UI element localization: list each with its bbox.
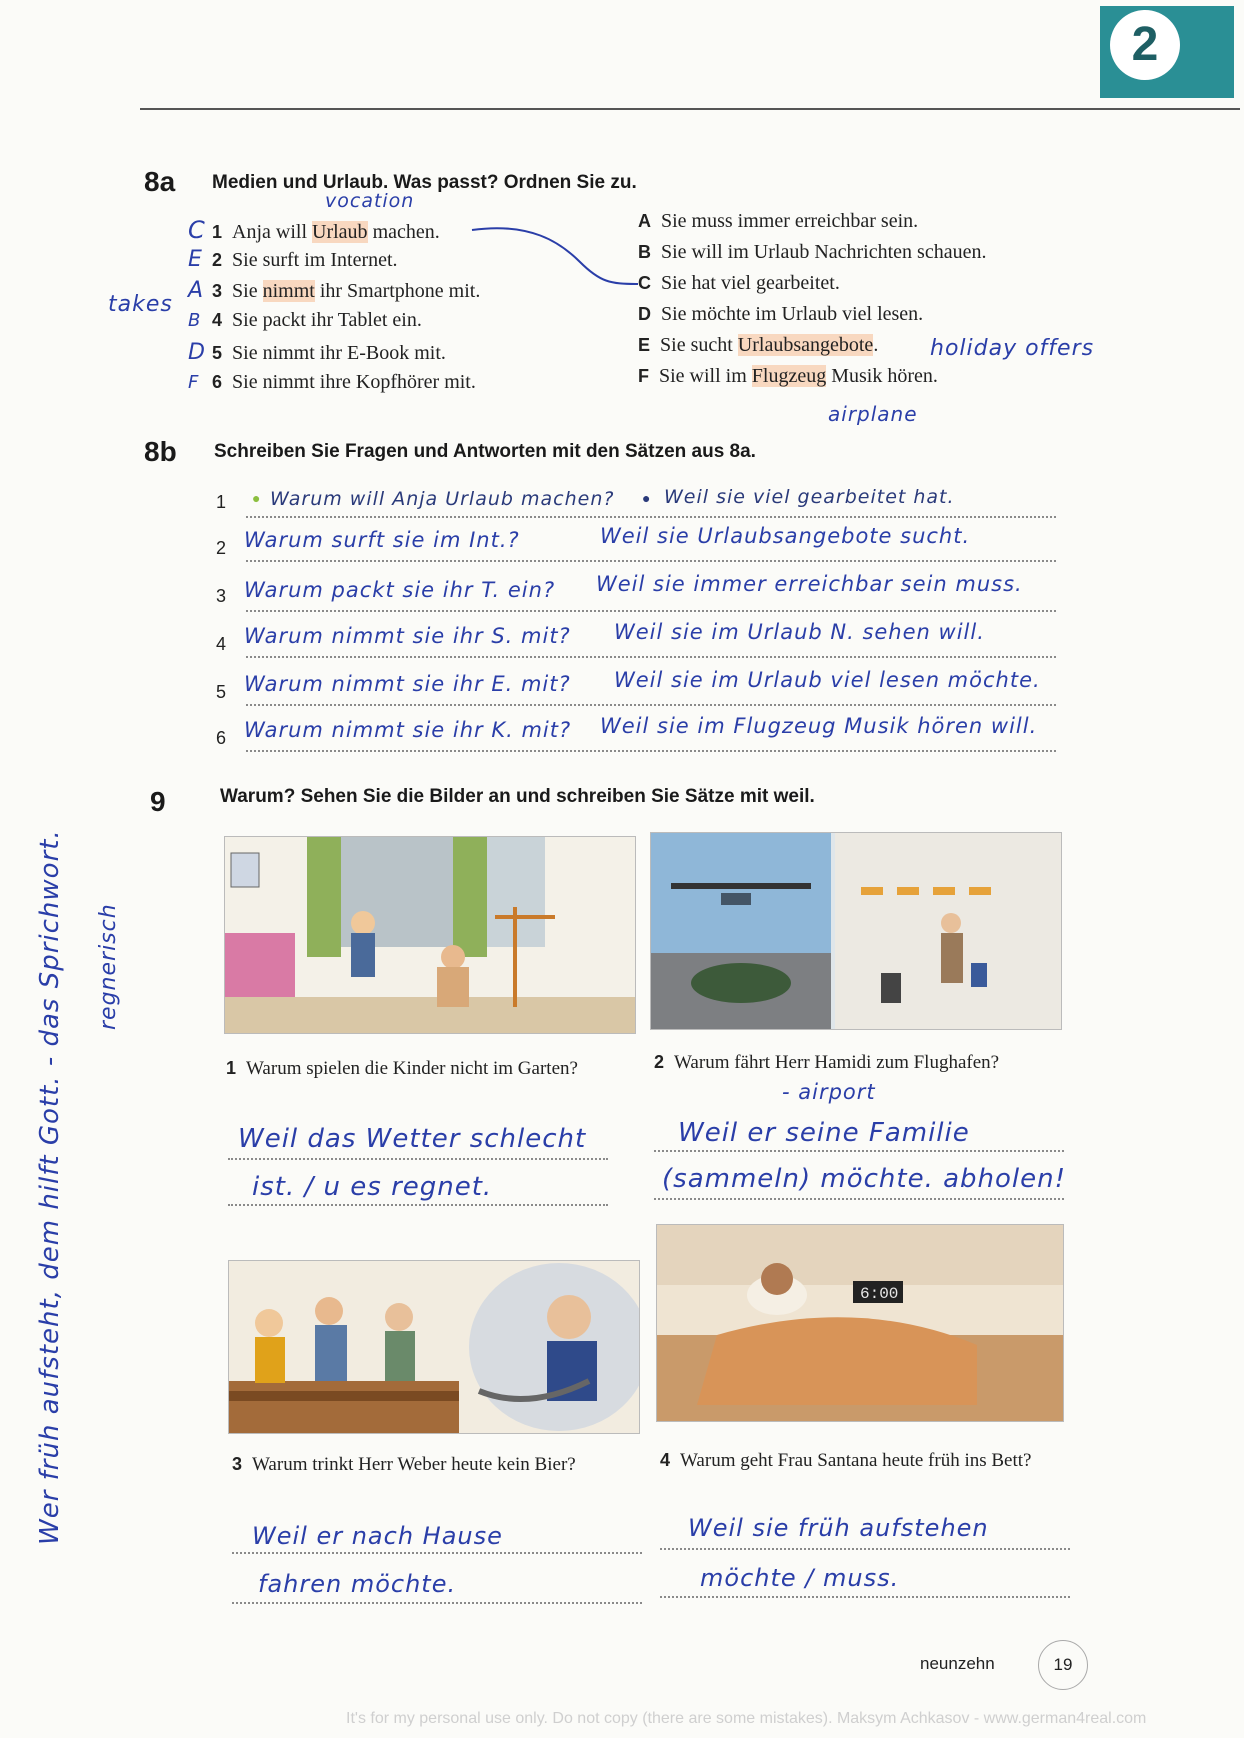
header-rule [140,108,1240,110]
clock-display: 6:00 [860,1285,899,1303]
answer-4-line2: möchte / muss. [700,1564,900,1592]
handwritten-answer: Weil sie im Urlaub viel lesen möchte. [614,668,1041,692]
picture-bedroom [656,1224,1064,1422]
note-regnerisch: regnerisch [96,903,121,1030]
answer-line [660,1548,1070,1550]
question-1: 1 Warum spielen die Kinder nicht im Garten? [226,1058,578,1079]
list-8b [216,480,1056,750]
handwritten-answer: Weil sie im Flugzeug Musik hören will. [600,714,1038,738]
handwritten-question: Warum nimmt sie ihr K. mit? [244,718,572,742]
note-airport: - airport [782,1080,876,1104]
answer-line [660,1596,1070,1598]
question-4: 4 Warum geht Frau Santana heute früh ins Bett? [660,1450,1032,1471]
chapter-tab [1100,6,1234,98]
exercise-9-title: Warum? Sehen Sie die Bilder an und schreiben Sie Sätze mit weil. [220,786,815,807]
answer-letter: E [188,247,203,272]
exercise-8a-title: Medien und Urlaub. Was passt? Ordnen Sie zu. [212,172,637,193]
list-item: C 1 Anja will Urlaub machen. [188,216,440,244]
note-airplane: airplane [828,402,918,426]
list-item: F Sie will im Flugzeug Musik hören. [638,365,938,387]
list-item: D Sie möchte im Urlaub viel lesen. [638,303,924,325]
list-item: 5 Warum nimmt sie ihr E. mit? Weil sie im Urlaub viel lesen möchte. [216,668,1056,708]
handwritten-answer: Weil sie viel gearbeitet hat. [664,486,955,508]
match-line [470,222,640,292]
answer-2-line2: (sammeln) möchte. abholen! [662,1164,1067,1194]
picture-pub [228,1260,640,1434]
list-item: 3 Warum packt sie ihr T. ein? Weil sie immer erreichbar sein muss. [216,572,1056,612]
list-item: B 4 Sie packt ihr Tablet ein. [188,309,422,331]
answer-line [228,1158,608,1160]
page-number: 19 [1038,1640,1088,1690]
picture-kids-indoors [224,836,636,1034]
watermark: It's for my personal use only. Do not copy (there are some mistakes). Maksym Achkasov - www.german4real.com [346,1710,1147,1727]
handwritten-question: Warum nimmt sie ihr E. mit? [244,672,571,696]
page-word: neunzehn [920,1654,995,1673]
list-item: A 3 Sie nimmt ihr Smartphone mit. [188,278,481,303]
answer-3-line2: fahren möchte. [258,1570,457,1598]
answer-1-line2: ist. / u es regnet. [252,1172,493,1202]
answer-letter: F [188,372,200,393]
handwritten-answer: Weil sie immer erreichbar sein muss. [596,572,1023,596]
list-item: E Sie sucht Urlaubsangebote. [638,334,879,356]
answer-4-line1: Weil sie früh aufstehen [688,1514,989,1542]
illustration [229,1261,639,1433]
margin-note: Wer früh aufsteht, dem hilft Gott. - das Sprichwort. [35,829,65,1545]
list-item: 2 Warum surft sie im Int.? Weil sie Urlaubsangebote sucht. [216,524,1056,564]
answer-line [228,1204,608,1206]
illustration [651,833,1061,1029]
list-item: D 5 Sie nimmt ihr E-Book mit. [188,340,446,365]
note-takes: takes [108,292,173,317]
handwritten-question: Warum surft sie im Int.? [244,528,520,552]
list-item: 4 Warum nimmt sie ihr S. mit? Weil sie im Urlaub N. sehen will. [216,620,1056,660]
handwritten-question: Warum nimmt sie ihr S. mit? [244,624,571,648]
handwritten-answer: Weil sie im Urlaub N. sehen will. [614,620,985,644]
list-item: F 6 Sie nimmt ihre Kopfhörer mit. [188,371,476,393]
answer-2-line1: Weil er seine Familie [678,1118,970,1148]
list-item: 6 Warum nimmt sie ihr K. mit? Weil sie im Flugzeug Musik hören will. [216,714,1056,754]
chapter-number: 2 [1110,10,1180,80]
picture-airport [650,832,1062,1030]
answer-letter: B [188,310,202,331]
handwritten-question: Warum will Anja Urlaub machen? [270,488,615,510]
list-item: 1 ● Warum will Anja Urlaub machen? ● Weil sie viel gearbeitet hat. [216,480,1056,520]
answer-line [232,1602,642,1604]
exercise-9-number: 9 [150,786,166,817]
handwritten-question: Warum packt sie ihr T. ein? [244,578,556,602]
question-2: 2 Warum fährt Herr Hamidi zum Flughafen? [654,1052,1000,1073]
answer-line [654,1198,1064,1200]
exercise-8a-number: 8a [144,166,176,197]
illustration [225,837,635,1033]
answer-letter: A [188,278,205,303]
answer-letter: C [188,216,206,244]
question-3: 3 Warum trinkt Herr Weber heute kein Bier? [232,1454,576,1475]
exercise-8b-number: 8b [144,436,177,467]
answer-line [232,1552,642,1554]
list-item: A Sie muss immer erreichbar sein. [638,210,919,232]
note-holiday-offers: holiday offers [930,336,1095,361]
answer-3-line1: Weil er nach Hause [252,1522,503,1550]
handwritten-answer: Weil sie Urlaubsangebote sucht. [600,524,971,548]
exercise-8b-title: Schreiben Sie Fragen und Antworten mit den Sätzen aus 8a. [214,441,756,462]
note-vocation: vocation [325,190,415,212]
answer-1-line1: Weil das Wetter schlecht [238,1124,587,1154]
list-item: E 2 Sie surft im Internet. [188,247,398,272]
list-item: B Sie will im Urlaub Nachrichten schauen. [638,241,987,263]
list-item: C Sie hat viel gearbeitet. [638,272,840,294]
answer-letter: D [188,340,206,365]
illustration [657,1225,1063,1421]
answer-line [654,1150,1064,1152]
